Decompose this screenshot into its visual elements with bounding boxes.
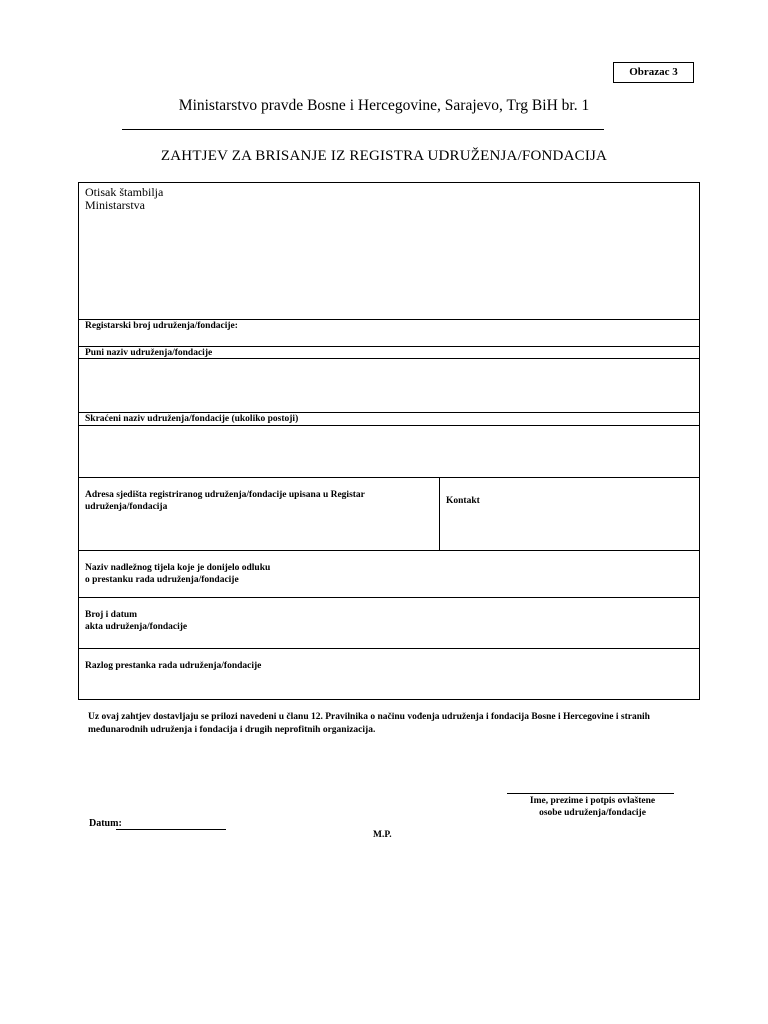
address-contact-row — [79, 478, 699, 551]
column-divider — [439, 478, 440, 550]
full-name-field[interactable] — [79, 359, 699, 413]
stamp-label: Otisak štambilja Ministarstva — [85, 185, 164, 212]
termination-reason-row[interactable] — [79, 649, 699, 699]
document-title: ZAHTJEV ZA BRISANJE IZ REGISTRA UDRUŽENJA/FONDACIJA — [160, 148, 608, 164]
ministry-header: Ministarstvo pravde Bosne i Hercegovine, Sarajevo, Trg BiH br. 1 — [178, 97, 590, 114]
address-label[interactable]: Adresa sjedišta registriranog udruženja/fondacije upisana u Registar udruženja/fondacija — [85, 490, 365, 512]
contact-label[interactable]: Kontakt — [446, 496, 480, 506]
authority-row[interactable] — [79, 551, 699, 598]
full-name-label-row — [79, 347, 699, 359]
termination-reason-label: Razlog prestanka rada udruženja/fondacije — [85, 661, 262, 671]
form-number-badge: Obrazac 3 — [613, 62, 694, 83]
short-name-label-row — [79, 413, 699, 426]
short-name-label: Skraćeni naziv udruženja/fondacije (ukoliko postoji) — [85, 414, 299, 424]
act-number-date-row[interactable] — [79, 598, 699, 649]
registry-number-label: Registarski broj udruženja/fondacije: — [85, 321, 238, 331]
full-name-label: Puni naziv udruženja/fondacije — [85, 348, 213, 358]
registry-number-row[interactable] — [79, 320, 699, 347]
signature-line[interactable] — [507, 793, 674, 794]
stamp-place-label: M.P. — [373, 830, 392, 840]
signature-label: Ime, prezime i potpis ovlaštene osobe udruženja/fondacije — [529, 796, 656, 818]
date-label: Datum: — [89, 818, 122, 829]
request-form-table — [78, 182, 700, 700]
authority-label: Naziv nadležnog tijela koje je donijelo odluku o prestanku rada udruženja/fondacije — [85, 563, 271, 585]
header-rule — [122, 129, 604, 130]
date-field-line[interactable] — [116, 829, 226, 830]
short-name-field[interactable] — [79, 426, 699, 478]
stamp-row — [79, 183, 699, 320]
act-number-date-label: Broj i datum akta udruženja/fondacije — [85, 610, 188, 632]
attachments-note: Uz ovaj zahtjev dostavljaju se prilozi navedeni u članu 12. Pravilnika o načinu vođenja udruženja i fondacija Bosne i Hercegovine i stranih međunarodnih udruženja i fondacija i drugih neprofitnih organizacija. — [88, 712, 650, 735]
